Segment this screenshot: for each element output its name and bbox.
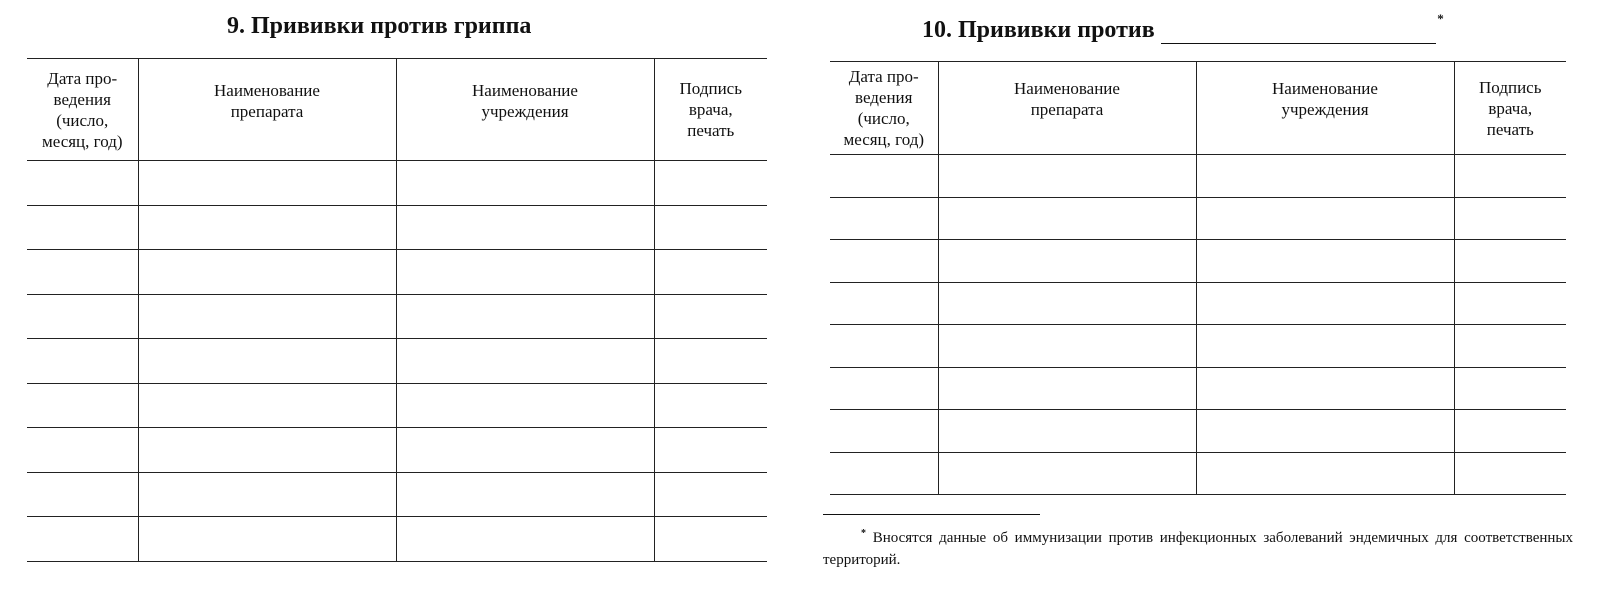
table-row	[830, 240, 1566, 283]
date-cell[interactable]	[27, 428, 138, 473]
institution-cell[interactable]	[1196, 367, 1454, 410]
institution-cell[interactable]	[1196, 240, 1454, 283]
footnote-divider	[823, 514, 1040, 515]
table-row	[830, 197, 1566, 240]
date-cell[interactable]	[27, 339, 138, 384]
drug-cell[interactable]	[938, 240, 1196, 283]
institution-cell[interactable]	[396, 161, 654, 206]
signature-cell[interactable]	[654, 205, 767, 250]
drug-cell[interactable]	[938, 197, 1196, 240]
institution-cell[interactable]	[396, 472, 654, 517]
signature-cell[interactable]	[654, 339, 767, 384]
table-header-row	[830, 62, 1566, 155]
drug-cell[interactable]	[138, 517, 396, 562]
table-row	[27, 517, 767, 562]
drug-cell[interactable]	[938, 410, 1196, 453]
signature-cell[interactable]	[654, 472, 767, 517]
date-cell[interactable]	[27, 383, 138, 428]
date-cell[interactable]	[830, 325, 938, 368]
signature-cell[interactable]	[1454, 367, 1566, 410]
drug-cell[interactable]	[938, 325, 1196, 368]
drug-cell[interactable]	[138, 250, 396, 295]
signature-cell[interactable]	[1454, 282, 1566, 325]
signature-cell[interactable]	[1454, 452, 1566, 495]
other-vaccination-table	[830, 61, 1566, 495]
institution-cell[interactable]	[396, 339, 654, 384]
table-row	[830, 282, 1566, 325]
institution-cell[interactable]	[396, 517, 654, 562]
table-row	[830, 410, 1566, 453]
signature-cell[interactable]	[654, 428, 767, 473]
table-row	[27, 472, 767, 517]
institution-column-header: Наименование учреждения	[1196, 62, 1454, 155]
drug-cell[interactable]	[938, 282, 1196, 325]
institution-cell[interactable]	[1196, 197, 1454, 240]
date-column-header: Дата про- ведения (число, месяц, год)	[27, 59, 138, 161]
signature-column-header: Подпись врача, печать	[654, 59, 767, 161]
flu-vaccination-table	[27, 58, 767, 562]
drug-cell[interactable]	[138, 161, 396, 206]
institution-cell[interactable]	[1196, 410, 1454, 453]
date-cell[interactable]	[830, 367, 938, 410]
table-row	[27, 294, 767, 339]
drug-cell[interactable]	[138, 294, 396, 339]
signature-cell[interactable]	[654, 250, 767, 295]
institution-cell[interactable]	[396, 250, 654, 295]
drug-column-header: Наименование препарата	[938, 62, 1196, 155]
drug-cell[interactable]	[138, 205, 396, 250]
signature-cell[interactable]	[1454, 325, 1566, 368]
table-row	[830, 367, 1566, 410]
drug-cell[interactable]	[938, 452, 1196, 495]
date-cell[interactable]	[830, 240, 938, 283]
table-row	[830, 155, 1566, 198]
institution-cell[interactable]	[1196, 452, 1454, 495]
other-form-title: 10. Прививки против *	[922, 11, 1444, 43]
table-row	[27, 250, 767, 295]
drug-cell[interactable]	[138, 339, 396, 384]
table-row	[27, 428, 767, 473]
date-column-header: Дата про- ведения (число, месяц, год)	[830, 62, 938, 155]
drug-column-header: Наименование препарата	[138, 59, 396, 161]
signature-cell[interactable]	[654, 294, 767, 339]
institution-cell[interactable]	[396, 383, 654, 428]
footnote-marker: *	[1437, 11, 1444, 26]
footnote: * Вносятся данные об иммунизации против инфекционных заболеваний эндемичных для соответственных территорий.	[823, 528, 1574, 568]
date-cell[interactable]	[27, 472, 138, 517]
signature-cell[interactable]	[1454, 155, 1566, 198]
institution-cell[interactable]	[1196, 282, 1454, 325]
date-cell[interactable]	[27, 205, 138, 250]
institution-cell[interactable]	[396, 428, 654, 473]
table-header-row	[27, 59, 767, 161]
flu-form-title: 9. Прививки против гриппа	[227, 13, 532, 39]
date-cell[interactable]	[830, 197, 938, 240]
date-cell[interactable]	[830, 282, 938, 325]
table-row	[27, 205, 767, 250]
signature-column-header: Подпись врача, печать	[1454, 62, 1566, 155]
date-cell[interactable]	[27, 294, 138, 339]
table-row	[27, 383, 767, 428]
date-cell[interactable]	[27, 517, 138, 562]
table-row	[830, 325, 1566, 368]
date-cell[interactable]	[830, 452, 938, 495]
date-cell[interactable]	[830, 410, 938, 453]
drug-cell[interactable]	[138, 428, 396, 473]
institution-cell[interactable]	[396, 294, 654, 339]
drug-cell[interactable]	[938, 367, 1196, 410]
institution-cell[interactable]	[1196, 325, 1454, 368]
drug-cell[interactable]	[138, 383, 396, 428]
drug-cell[interactable]	[938, 155, 1196, 198]
signature-cell[interactable]	[654, 161, 767, 206]
signature-cell[interactable]	[654, 517, 767, 562]
date-cell[interactable]	[830, 155, 938, 198]
table-row	[27, 161, 767, 206]
signature-cell[interactable]	[1454, 197, 1566, 240]
signature-cell[interactable]	[1454, 240, 1566, 283]
date-cell[interactable]	[27, 161, 138, 206]
table-row	[830, 452, 1566, 495]
institution-column-header: Наименование учреждения	[396, 59, 654, 161]
drug-cell[interactable]	[138, 472, 396, 517]
date-cell[interactable]	[27, 250, 138, 295]
table-row	[27, 339, 767, 384]
institution-cell[interactable]	[1196, 155, 1454, 198]
signature-cell[interactable]	[1454, 410, 1566, 453]
institution-cell[interactable]	[396, 205, 654, 250]
signature-cell[interactable]	[654, 383, 767, 428]
